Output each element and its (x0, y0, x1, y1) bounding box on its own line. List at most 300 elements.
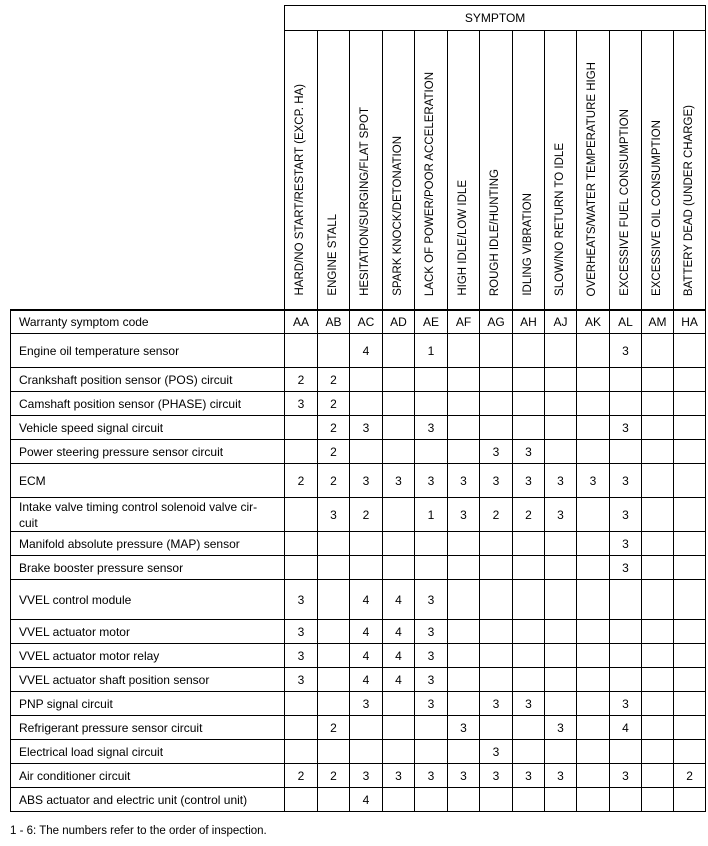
inspection-order-cell (383, 716, 415, 740)
symptom-matrix-sheet (10, 5, 706, 812)
inspection-order-cell (480, 416, 513, 440)
table-row (11, 416, 706, 440)
inspection-order-cell (415, 368, 448, 392)
inspection-order-cell: 3 (350, 692, 383, 716)
inspection-order-cell: 3 (610, 334, 642, 368)
inspection-order-cell: 3 (448, 498, 480, 532)
inspection-order-cell (285, 440, 318, 464)
inspection-order-cell (610, 644, 642, 668)
inspection-order-cell (285, 716, 318, 740)
symptom-header (448, 31, 480, 311)
inspection-order-cell (383, 392, 415, 416)
inspection-order-cell (674, 392, 706, 416)
inspection-order-cell (318, 788, 350, 812)
inspection-order-cell (610, 668, 642, 692)
inspection-order-cell: 3 (448, 464, 480, 498)
inspection-order-cell: 3 (513, 440, 545, 464)
inspection-order-cell (480, 532, 513, 556)
inspection-order-cell (674, 644, 706, 668)
inspection-order-cell (545, 368, 577, 392)
inspection-order-cell (480, 392, 513, 416)
inspection-order-cell: 3 (285, 392, 318, 416)
inspection-order-cell: 2 (674, 764, 706, 788)
row-label: VVEL actuator motor relay (11, 644, 285, 668)
inspection-order-cell: 2 (480, 498, 513, 532)
inspection-order-cell (674, 440, 706, 464)
inspection-order-cell (448, 440, 480, 464)
inspection-order-cell: 3 (415, 644, 448, 668)
table-row (11, 692, 706, 716)
inspection-order-cell (383, 498, 415, 532)
inspection-order-cell (642, 580, 674, 620)
inspection-order-cell (513, 620, 545, 644)
inspection-order-cell (448, 692, 480, 716)
inspection-order-cell (642, 532, 674, 556)
inspection-order-cell: 3 (415, 464, 448, 498)
inspection-order-cell (642, 764, 674, 788)
inspection-order-cell (350, 392, 383, 416)
inspection-order-cell (448, 668, 480, 692)
inspection-order-cell: 3 (383, 464, 415, 498)
inspection-order-cell: 3 (513, 464, 545, 498)
row-label: Engine oil temperature sensor (11, 334, 285, 368)
inspection-order-cell (642, 440, 674, 464)
symptom-name: SPARK KNOCK/DETONATION (391, 136, 404, 296)
inspection-order-cell (674, 416, 706, 440)
inspection-order-cell (318, 668, 350, 692)
inspection-order-cell (674, 556, 706, 580)
inspection-order-cell: 4 (350, 580, 383, 620)
inspection-order-cell (610, 740, 642, 764)
inspection-order-cell: 3 (415, 692, 448, 716)
symptom-code: AL (610, 310, 642, 334)
inspection-order-cell (545, 440, 577, 464)
inspection-order-cell (415, 788, 448, 812)
inspection-order-cell (577, 620, 610, 644)
inspection-order-cell: 2 (318, 440, 350, 464)
inspection-order-cell (545, 740, 577, 764)
inspection-order-cell (383, 692, 415, 716)
inspection-order-cell (577, 532, 610, 556)
inspection-order-cell: 3 (415, 416, 448, 440)
inspection-order-cell (642, 644, 674, 668)
inspection-order-cell (642, 668, 674, 692)
row-label: Camshaft position sensor (PHASE) circuit (11, 392, 285, 416)
inspection-order-cell (513, 716, 545, 740)
inspection-order-cell (285, 532, 318, 556)
inspection-order-cell (545, 644, 577, 668)
symptom-name: LACK OF POWER/POOR ACCELERATION (424, 71, 437, 296)
inspection-order-cell (285, 692, 318, 716)
inspection-order-cell: 3 (285, 620, 318, 644)
inspection-order-cell: 2 (285, 764, 318, 788)
inspection-order-cell: 2 (350, 498, 383, 532)
symptom-header (480, 31, 513, 311)
table-row (11, 764, 706, 788)
inspection-order-cell: 3 (610, 692, 642, 716)
symptom-name: ENGINE STALL (326, 214, 339, 296)
inspection-order-cell (480, 668, 513, 692)
inspection-order-cell (642, 556, 674, 580)
inspection-order-cell: 2 (318, 716, 350, 740)
row-label: Manifold absolute pressure (MAP) sensor (11, 532, 285, 556)
inspection-order-cell (350, 556, 383, 580)
inspection-order-cell (285, 334, 318, 368)
symptom-header (577, 31, 610, 311)
inspection-order-cell (577, 692, 610, 716)
inspection-order-cell (610, 788, 642, 812)
table-row (11, 498, 706, 532)
symptom-header (318, 31, 350, 311)
inspection-order-cell (480, 788, 513, 812)
inspection-order-cell (285, 416, 318, 440)
table-row (11, 334, 706, 368)
inspection-order-cell: 3 (285, 668, 318, 692)
inspection-order-cell (545, 668, 577, 692)
inspection-order-cell (545, 788, 577, 812)
inspection-order-cell: 3 (448, 764, 480, 788)
symptom-code: AM (642, 310, 674, 334)
symptom-name: HARD/NO START/RESTART (EXCP. HA) (294, 84, 307, 296)
inspection-order-cell (642, 788, 674, 812)
inspection-order-cell (350, 740, 383, 764)
inspection-order-cell (318, 644, 350, 668)
symptom-header (350, 31, 383, 311)
inspection-order-cell (674, 668, 706, 692)
inspection-order-cell (448, 532, 480, 556)
inspection-order-cell: 3 (318, 498, 350, 532)
inspection-order-cell (285, 556, 318, 580)
inspection-order-cell (674, 368, 706, 392)
inspection-order-cell (448, 368, 480, 392)
inspection-order-cell (350, 440, 383, 464)
inspection-order-cell: 4 (383, 620, 415, 644)
inspection-order-cell (513, 416, 545, 440)
symptom-code: AE (415, 310, 448, 334)
symptom-name: EXCESSIVE FUEL CONSUMPTION (618, 109, 631, 296)
symptom-code: HA (674, 310, 706, 334)
symptom-code: AF (448, 310, 480, 334)
inspection-order-cell (577, 334, 610, 368)
symptom-header (674, 31, 706, 311)
symptom-code: AD (383, 310, 415, 334)
table-row (11, 668, 706, 692)
table-row (11, 740, 706, 764)
inspection-order-cell: 4 (350, 644, 383, 668)
symptom-header (642, 31, 674, 311)
inspection-order-cell (674, 334, 706, 368)
row-label: Brake booster pressure sensor (11, 556, 285, 580)
inspection-order-cell (610, 580, 642, 620)
row-label: VVEL actuator shaft position sensor (11, 668, 285, 692)
inspection-order-cell: 3 (545, 464, 577, 498)
inspection-order-cell: 3 (577, 464, 610, 498)
inspection-order-cell (480, 716, 513, 740)
inspection-order-cell: 3 (285, 644, 318, 668)
inspection-order-cell (415, 392, 448, 416)
inspection-order-cell (415, 440, 448, 464)
inspection-order-cell (383, 740, 415, 764)
inspection-order-cell: 4 (350, 620, 383, 644)
inspection-order-cell (545, 392, 577, 416)
inspection-order-cell (545, 532, 577, 556)
symptom-name: HIGH IDLE/LOW IDLE (456, 180, 469, 296)
inspection-order-cell (577, 716, 610, 740)
inspection-order-cell: 2 (318, 368, 350, 392)
row-label: ABS actuator and electric unit (control unit) (11, 788, 285, 812)
inspection-order-cell (577, 668, 610, 692)
inspection-order-cell: 2 (285, 464, 318, 498)
inspection-order-cell (545, 620, 577, 644)
inspection-order-cell (448, 392, 480, 416)
table-row (11, 368, 706, 392)
inspection-order-cell (545, 692, 577, 716)
inspection-order-cell: 3 (480, 692, 513, 716)
inspection-order-cell (448, 416, 480, 440)
inspection-order-cell (642, 392, 674, 416)
inspection-order-cell (545, 334, 577, 368)
table-row (11, 556, 706, 580)
inspection-order-cell (415, 740, 448, 764)
symptom-name: ROUGH IDLE/HUNTING (489, 168, 502, 296)
symptom-name: OVERHEATS/WATER TEMPERATURE HIGH (586, 61, 599, 296)
inspection-order-cell (513, 368, 545, 392)
inspection-order-cell (383, 440, 415, 464)
inspection-order-cell: 2 (318, 464, 350, 498)
inspection-order-cell: 3 (383, 764, 415, 788)
inspection-order-cell (674, 620, 706, 644)
inspection-order-cell (285, 740, 318, 764)
inspection-order-cell: 4 (383, 644, 415, 668)
symptom-code: AH (513, 310, 545, 334)
row-label: Crankshaft position sensor (POS) circuit (11, 368, 285, 392)
symptom-header (545, 31, 577, 311)
inspection-order-cell: 3 (285, 580, 318, 620)
symptom-header (415, 31, 448, 311)
inspection-order-cell: 3 (513, 764, 545, 788)
inspection-order-cell: 3 (350, 416, 383, 440)
inspection-order-cell (642, 498, 674, 532)
inspection-order-cell (674, 716, 706, 740)
inspection-order-cell (674, 580, 706, 620)
inspection-order-cell (513, 740, 545, 764)
inspection-order-cell: 4 (350, 668, 383, 692)
inspection-order-cell (674, 464, 706, 498)
inspection-order-cell: 3 (610, 416, 642, 440)
inspection-order-cell (610, 620, 642, 644)
inspection-order-cell (674, 498, 706, 532)
inspection-order-cell (577, 556, 610, 580)
inspection-order-cell (448, 788, 480, 812)
inspection-order-cell: 3 (350, 764, 383, 788)
inspection-order-cell (318, 556, 350, 580)
inspection-order-cell (642, 692, 674, 716)
inspection-order-cell (642, 716, 674, 740)
inspection-order-cell (513, 392, 545, 416)
inspection-order-cell (318, 580, 350, 620)
inspection-order-cell (610, 440, 642, 464)
inspection-order-cell (577, 368, 610, 392)
inspection-order-cell (318, 532, 350, 556)
inspection-order-cell (674, 692, 706, 716)
inspection-order-cell: 3 (610, 498, 642, 532)
code-row-label: Warranty symptom code (11, 310, 285, 334)
inspection-order-cell: 3 (545, 498, 577, 532)
inspection-order-cell: 2 (318, 764, 350, 788)
inspection-order-cell: 3 (415, 668, 448, 692)
symptom-name: SLOW/NO RETURN TO IDLE (553, 143, 566, 296)
inspection-order-cell (577, 740, 610, 764)
symptom-code: AG (480, 310, 513, 334)
inspection-order-cell (610, 368, 642, 392)
inspection-order-cell (577, 440, 610, 464)
inspection-order-cell: 3 (513, 692, 545, 716)
inspection-order-cell: 1 (415, 498, 448, 532)
inspection-order-cell: 3 (350, 464, 383, 498)
row-label: VVEL control module (11, 580, 285, 620)
inspection-order-cell: 3 (415, 580, 448, 620)
row-label: Power steering pressure sensor circuit (11, 440, 285, 464)
inspection-order-cell (642, 740, 674, 764)
inspection-order-cell (513, 788, 545, 812)
inspection-order-cell (480, 368, 513, 392)
symptom-name: HESITATION/SURGING/FLAT SPOT (359, 107, 372, 296)
inspection-order-cell (577, 580, 610, 620)
inspection-order-cell (318, 740, 350, 764)
inspection-order-cell (383, 556, 415, 580)
table-row (11, 580, 706, 620)
inspection-order-cell: 3 (415, 620, 448, 644)
inspection-order-cell (415, 532, 448, 556)
corner-cell (11, 6, 285, 311)
symptom-code: AC (350, 310, 383, 334)
inspection-order-cell: 4 (383, 668, 415, 692)
inspection-order-cell (642, 620, 674, 644)
inspection-order-cell (642, 464, 674, 498)
inspection-order-cell (545, 416, 577, 440)
inspection-order-cell (513, 532, 545, 556)
inspection-order-cell (513, 668, 545, 692)
symptom-code: AJ (545, 310, 577, 334)
inspection-order-cell (642, 368, 674, 392)
table-row (11, 716, 706, 740)
inspection-order-cell (480, 644, 513, 668)
inspection-order-cell: 3 (480, 740, 513, 764)
row-label: Electrical load signal circuit (11, 740, 285, 764)
row-label: VVEL actuator motor (11, 620, 285, 644)
inspection-order-cell (545, 556, 577, 580)
inspection-order-cell: 3 (545, 764, 577, 788)
inspection-order-cell (415, 556, 448, 580)
inspection-order-cell: 3 (448, 716, 480, 740)
symptom-header (285, 31, 318, 311)
row-label: Vehicle speed signal circuit (11, 416, 285, 440)
inspection-order-cell (577, 498, 610, 532)
inspection-order-cell: 2 (513, 498, 545, 532)
inspection-order-cell: 3 (480, 440, 513, 464)
inspection-order-cell (285, 788, 318, 812)
symptom-code: AK (577, 310, 610, 334)
table-row (11, 788, 706, 812)
inspection-order-cell (513, 556, 545, 580)
inspection-order-cell (285, 498, 318, 532)
inspection-order-cell (674, 532, 706, 556)
inspection-order-cell: 3 (610, 764, 642, 788)
inspection-order-cell (383, 532, 415, 556)
inspection-order-cell (318, 334, 350, 368)
symptom-header (513, 31, 545, 311)
row-label: Air conditioner circuit (11, 764, 285, 788)
symptom-matrix-table (10, 5, 706, 812)
inspection-order-cell: 1 (415, 334, 448, 368)
inspection-order-cell (642, 334, 674, 368)
inspection-order-cell (448, 556, 480, 580)
inspection-order-cell (480, 334, 513, 368)
row-label: Refrigerant pressure sensor circuit (11, 716, 285, 740)
inspection-order-cell (545, 580, 577, 620)
inspection-order-cell: 4 (610, 716, 642, 740)
inspection-order-cell: 4 (350, 788, 383, 812)
inspection-order-cell: 3 (610, 464, 642, 498)
inspection-order-cell (674, 740, 706, 764)
inspection-order-cell (448, 580, 480, 620)
symptom-header (610, 31, 642, 311)
symptom-name: BATTERY DEAD (UNDER CHARGE) (682, 104, 695, 296)
inspection-order-cell (318, 692, 350, 716)
table-row (11, 392, 706, 416)
inspection-order-cell (577, 416, 610, 440)
inspection-order-cell (350, 532, 383, 556)
row-label: PNP signal circuit (11, 692, 285, 716)
inspection-order-cell (383, 334, 415, 368)
inspection-order-cell: 2 (318, 392, 350, 416)
inspection-order-cell (513, 644, 545, 668)
inspection-order-cell (383, 416, 415, 440)
inspection-order-cell (318, 620, 350, 644)
table-row (11, 620, 706, 644)
inspection-order-cell: 3 (545, 716, 577, 740)
table-row (11, 464, 706, 498)
inspection-order-cell (513, 334, 545, 368)
symptom-name: IDLING VIBRATION (521, 193, 534, 296)
inspection-order-cell (448, 620, 480, 644)
code-row (11, 310, 706, 334)
row-label: ECM (11, 464, 285, 498)
inspection-order-cell (480, 620, 513, 644)
inspection-order-cell (415, 716, 448, 740)
inspection-order-cell (642, 416, 674, 440)
inspection-order-cell: 3 (480, 764, 513, 788)
inspection-order-cell (383, 368, 415, 392)
table-row (11, 532, 706, 556)
inspection-order-cell (448, 740, 480, 764)
inspection-order-cell (513, 580, 545, 620)
row-label: Intake valve timing control solenoid valve cir-cuit (11, 498, 285, 532)
inspection-order-cell (480, 580, 513, 620)
inspection-order-cell (350, 716, 383, 740)
inspection-order-cell: 4 (350, 334, 383, 368)
inspection-order-cell: 3 (480, 464, 513, 498)
inspection-order-cell (383, 788, 415, 812)
symptom-code: AB (318, 310, 350, 334)
table-row (11, 644, 706, 668)
inspection-order-cell (350, 368, 383, 392)
inspection-order-cell: 2 (318, 416, 350, 440)
inspection-order-cell: 4 (383, 580, 415, 620)
table-row (11, 440, 706, 464)
inspection-order-cell (577, 764, 610, 788)
symptom-title: SYMPTOM (285, 6, 706, 31)
